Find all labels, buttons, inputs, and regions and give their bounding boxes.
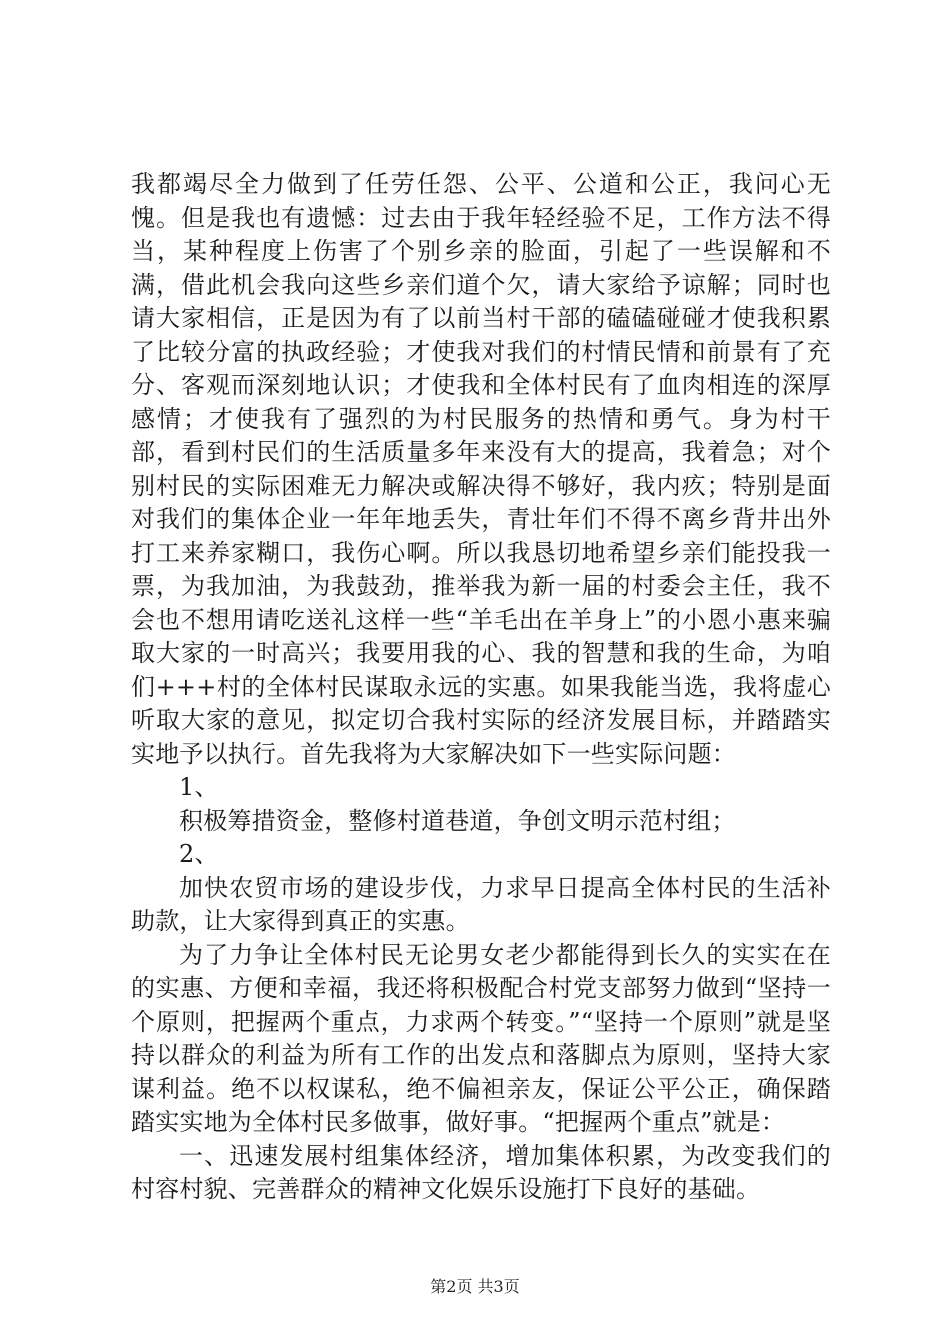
- paragraph-focus-one: 一、迅速发展村组集体经济，增加集体积累，为改变我们的村容村貌、完善群众的精神文化娱乐设施打下良好的基础。: [131, 1141, 831, 1203]
- paragraph-principles: 为了力争让全体村民无论男女老少都能得到长久的实实在在的实惠、方便和幸福，我还将积极配合村党支部努力做到“坚持一个原则，把握两个重点，力求两个转变。”“坚持一个原则”就是坚持以群众的利益为所有工作的出发点和落脚点为原则，坚持大家谋利益。绝不以权谋私，绝不偏袒亲友，保证公平公正，确保踏踏实实地为全体村民多做事，做好事。“把握两个重点”就是：: [131, 940, 831, 1136]
- document-body: [131, 168, 831, 1207]
- page-footer: 第2页 共3页: [430, 1277, 520, 1296]
- list-item-2-text: 加快农贸市场的建设步伐，力求早日提高全体村民的生活补助款，让大家得到真正的实惠。: [131, 873, 831, 935]
- paragraph-campaign-statement: 我都竭尽全力做到了任劳任怨、公平、公道和公正，我问心无愧。但是我也有遗憾：过去由于我年轻经验不足，工作方法不得当，某种程度上伤害了个别乡亲的脸面，引起了一些误解和不满，借此机会我向这些乡亲们道个欠，请大家给予谅解；同时也请大家相信，正是因为有了以前当村干部的磕磕碰碰才使我积累了比较分富的执政经验；才使我对我们的村情民情和前景有了充分、客观而深刻地认识；才使我和全体村民有了血肉相连的深厚感情；才使我有了强烈的为村民服务的热情和勇气。身为村干部，看到村民们的生活质量多年来没有大的提高，我着急；对个别村民的实际困难无力解决或解决得不够好，我内疚；特别是面对我们的集体企业一年年地丢失，青壮年们不得不离乡背井出外打工来养家糊口，我伤心啊。所以我恳切地希望乡亲们能投我一票，为我加油，为我鼓劲，推举我为新一届的村委会主任，我不会也不想用请吃送礼这样一些“羊毛出在羊身上”的小恩小惠来骗取大家的一时高兴；我要用我的心、我的智慧和我的生命，为咱们+++村的全体村民谋取永远的实惠。如果我能当选，我将虚心听取大家的意见，拟定切合我村实际的经济发展目标，并踏踏实实地予以执行。首先我将为大家解决如下一些实际问题：: [131, 170, 831, 768]
- list-number-1: 1、: [179, 773, 219, 801]
- list-number-2: 2、: [179, 840, 219, 868]
- list-item-1-text: 积极筹措资金，整修村道巷道，争创文明示范村组；: [179, 806, 736, 835]
